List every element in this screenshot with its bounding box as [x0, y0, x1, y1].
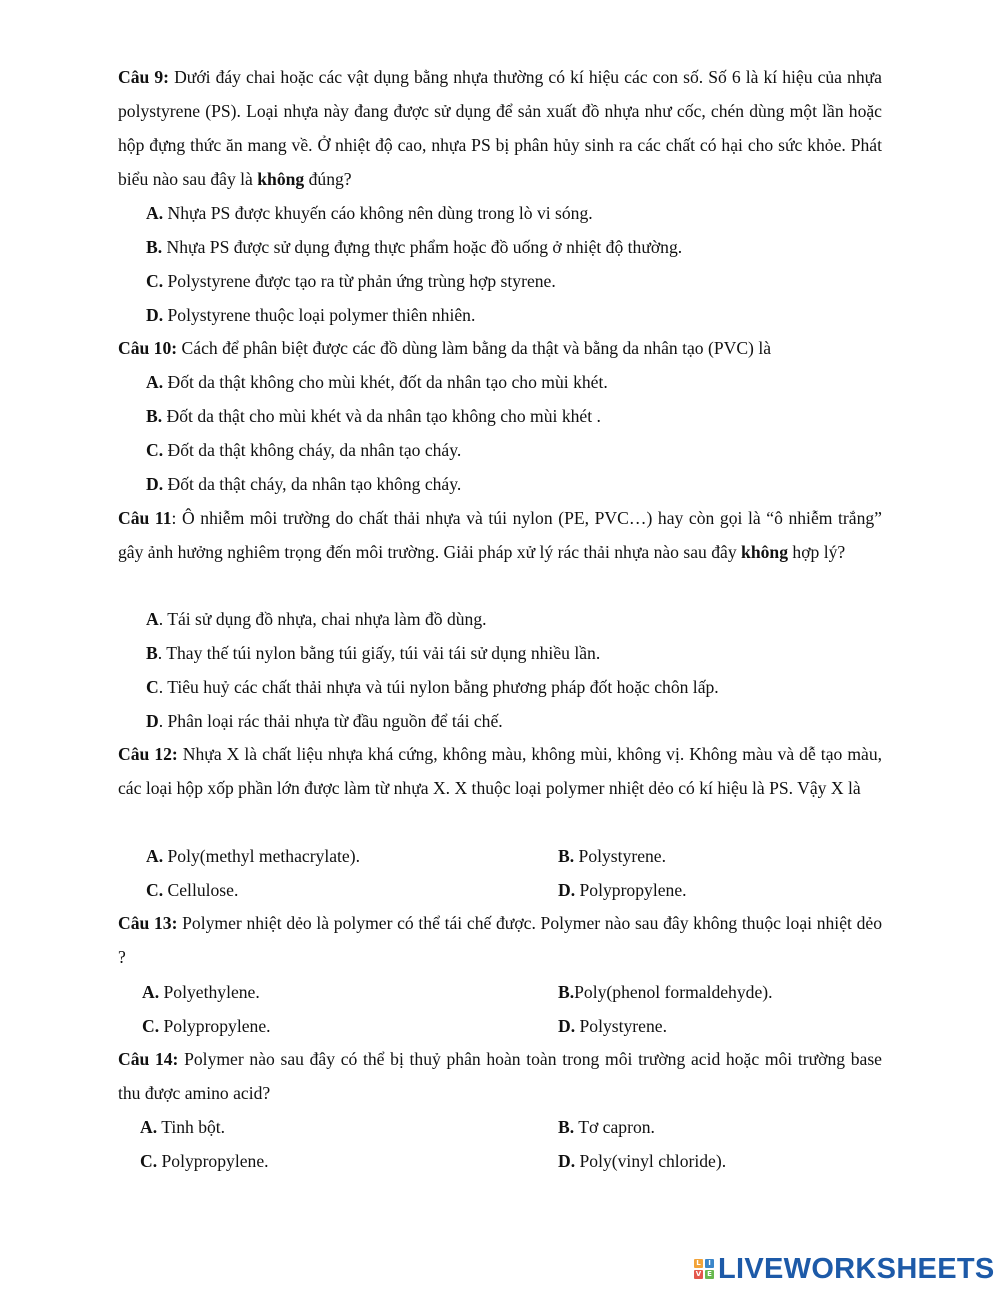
question-9	[118, 60, 882, 196]
question-11	[118, 501, 882, 569]
q12-option-d[interactable]: D. Polypropylene.	[558, 880, 687, 900]
q9-option-c[interactable]: C. Polystyrene được tạo ra từ phản ứng trùng hợp styrene.	[146, 271, 556, 291]
question-10	[118, 331, 882, 365]
question-text: Polymer nào sau đây có thể bị thuỷ phân hoàn toàn trong môi trường acid hoặc môi trường base thu được amino acid?	[118, 1049, 882, 1103]
logo-text: LIVEWORKSHEETS	[718, 1252, 995, 1285]
question-label: Câu 12:	[118, 744, 178, 764]
q14-option-a[interactable]: A. Tinh bột.	[140, 1117, 226, 1137]
question-emphasis: không	[741, 542, 788, 562]
question-label: Câu 11	[118, 508, 172, 528]
question-text-end: đúng?	[304, 169, 352, 189]
q12-option-c[interactable]: C. Cellulose.	[146, 880, 239, 900]
q10-option-c[interactable]: C. Đốt da thật không cháy, da nhân tạo cháy.	[146, 440, 462, 460]
q12-option-b[interactable]: B. Polystyrene.	[558, 846, 667, 866]
q14-option-d[interactable]: D. Poly(vinyl chloride).	[558, 1151, 727, 1171]
q11-option-c[interactable]: C. Tiêu huỷ các chất thải nhựa và túi nylon bằng phương pháp đốt hoặc chôn lấp.	[146, 677, 719, 697]
question-text: Polymer nhiệt dẻo là polymer có thể tái chế được. Polymer nào sau đây không thuộc loại nhiệt dẻo ?	[118, 913, 882, 967]
q13-option-b[interactable]: B.Poly(phenol formaldehyde).	[558, 982, 773, 1002]
question-13	[118, 906, 882, 974]
q11-option-b[interactable]: B. Thay thế túi nylon bằng túi giấy, túi vải tái sử dụng nhiều lần.	[146, 643, 601, 663]
q11-option-d[interactable]: D. Phân loại rác thải nhựa từ đầu nguồn để tái chế.	[146, 711, 503, 731]
q13-option-a[interactable]: A. Polyethylene.	[142, 982, 260, 1002]
question-label: Câu 10:	[118, 338, 178, 358]
question-text-end: hợp lý?	[788, 542, 846, 562]
q9-option-a[interactable]: A. Nhựa PS được khuyến cáo không nên dùng trong lò vi sóng.	[146, 203, 593, 223]
question-emphasis: không	[257, 169, 305, 189]
question-label: Câu 14:	[118, 1049, 179, 1069]
q14-option-b[interactable]: B. Tơ capron.	[558, 1117, 655, 1137]
q14-option-c[interactable]: C. Polypropylene.	[140, 1151, 269, 1171]
q11-option-a[interactable]: A. Tái sử dụng đồ nhựa, chai nhựa làm đồ dùng.	[146, 609, 487, 629]
question-text: Dưới đáy chai hoặc các vật dụng bằng nhựa thường có kí hiệu các con số. Số 6 là kí hiệu của nhựa polystyrene (PS). Loại nhựa này đang được sử dụng để sản xuất đồ nhựa như cốc, chén dùng một lần hoặc hộp đựng thức ăn mang về. Ở nhiệt độ cao, nhựa PS bị phân hủy sinh ra các chất có hại cho sức khỏe. Phát biểu nào sau đây là	[118, 67, 882, 189]
q9-option-b[interactable]: B. Nhựa PS được sử dụng đựng thực phẩm hoặc đồ uống ở nhiệt độ thường.	[146, 237, 683, 257]
question-text: Cách để phân biệt được các đồ dùng làm bằng da thật và bằng da nhân tạo (PVC) là	[177, 338, 772, 358]
q9-option-d[interactable]: D. Polystyrene thuộc loại polymer thiên nhiên.	[146, 305, 476, 325]
q13-option-c[interactable]: C. Polypropylene.	[142, 1016, 271, 1036]
question-label: Câu 13:	[118, 913, 178, 933]
q12-option-a[interactable]: A. Poly(methyl methacrylate).	[146, 846, 360, 866]
q10-option-d[interactable]: D. Đốt da thật cháy, da nhân tạo không cháy.	[146, 474, 462, 494]
question-12	[118, 737, 882, 805]
q10-option-a[interactable]: A. Đốt da thật không cho mùi khét, đốt da nhân tạo cho mùi khét.	[146, 372, 608, 392]
liveworksheets-logo[interactable]	[694, 1252, 995, 1286]
question-14	[118, 1042, 882, 1110]
liveworksheets-logo-icon: L I V E	[694, 1259, 714, 1279]
q13-option-d[interactable]: D. Polystyrene.	[558, 1016, 667, 1036]
question-text: Nhựa X là chất liệu nhựa khá cứng, không màu, không mùi, không vị. Không màu và dễ tạo màu, các loại hộp xốp phần lớn được làm từ nhựa X. X thuộc loại polymer nhiệt dẻo có kí hiệu là PS. Vậy X là	[118, 744, 883, 798]
question-label: Câu 9:	[118, 67, 170, 87]
question-text: : Ô nhiễm môi trường do chất thải nhựa và túi nylon (PE, PVC…) hay còn gọi là “ô nhiễm trắng” gây ảnh hưởng nghiêm trọng đến môi trường. Giải pháp xử lý rác thải nhựa nào sau đây	[118, 508, 882, 562]
q10-option-b[interactable]: B. Đốt da thật cho mùi khét và da nhân tạo không cho mùi khét .	[146, 406, 601, 426]
